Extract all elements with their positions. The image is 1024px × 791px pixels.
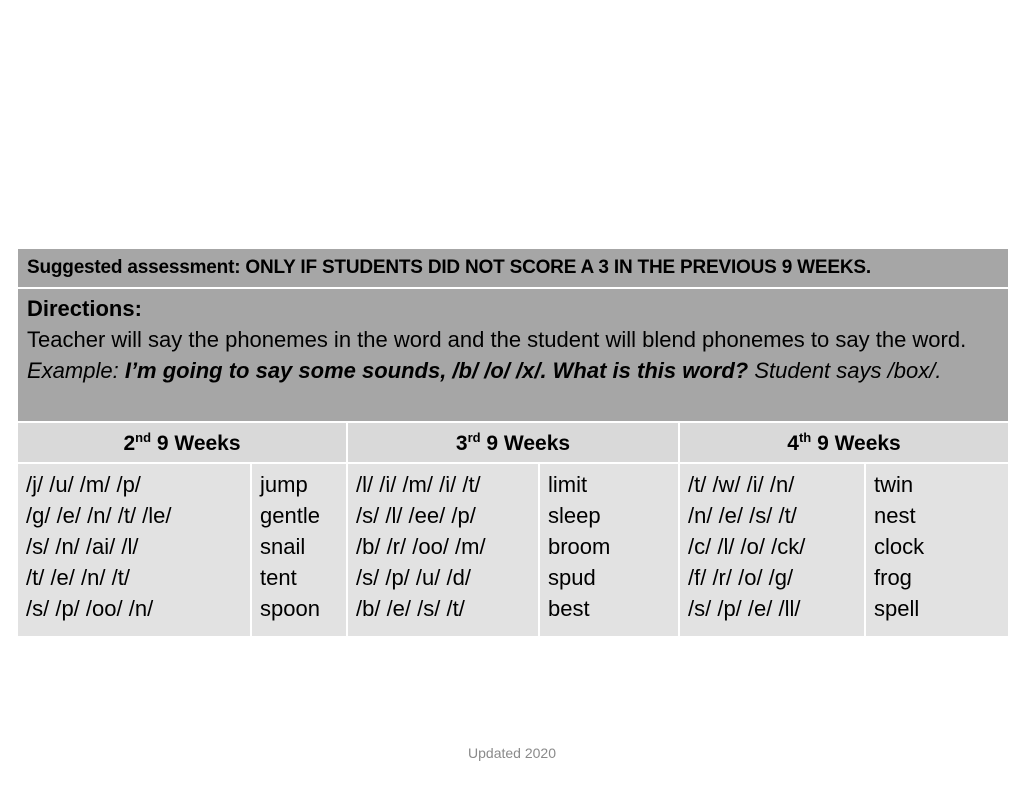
word-item: broom	[548, 534, 611, 559]
phoneme-item: /j/ /u/ /m/ /p/	[26, 472, 141, 497]
phoneme-item: /b/ /e/ /s/ /t/	[356, 596, 465, 621]
word-item: limit	[548, 472, 588, 497]
word-item: spoon	[260, 596, 320, 621]
word-item: gentle	[260, 503, 320, 528]
word-item: best	[548, 596, 590, 621]
student-says: Student says /box/.	[748, 358, 942, 383]
directions-title: Directions:	[27, 296, 142, 321]
word-item: spell	[874, 596, 920, 621]
phoneme-item: /t/ /e/ /n/ /t/	[26, 565, 130, 590]
week-ordinal: 4	[787, 431, 799, 455]
week-header-3rd	[347, 422, 679, 463]
words-cell-4th	[865, 463, 1009, 637]
example-label: Example:	[27, 358, 125, 383]
phoneme-item: /s/ /p/ /u/ /d/	[356, 565, 471, 590]
word-item: tent	[260, 565, 297, 590]
directions-cell	[17, 288, 1009, 422]
phoneme-blending-table	[16, 247, 1010, 638]
phoneme-item: /c/ /l/ /o/ /ck/	[688, 534, 806, 559]
assessment-row	[17, 248, 1009, 288]
phoneme-item: /s/ /n/ /ai/ /l/	[26, 534, 139, 559]
word-item: clock	[874, 534, 925, 559]
words-cell-2nd	[251, 463, 347, 637]
week-label: 9 Weeks	[151, 431, 241, 455]
assessment-condition: ONLY IF STUDENTS DID NOT SCORE A 3 IN THE PREVIOUS 9 WEEKS.	[245, 257, 871, 278]
phonemes-cell-2nd	[17, 463, 251, 637]
word-item: snail	[260, 534, 306, 559]
phoneme-item: /s/ /p/ /e/ /ll/	[688, 596, 801, 621]
week-ordinal: 2	[123, 431, 136, 455]
week-suffix: rd	[467, 429, 481, 445]
word-item: sleep	[548, 503, 601, 528]
week-header-4th	[679, 422, 1009, 463]
weeks-header-row	[17, 422, 1009, 463]
words-row	[17, 463, 1009, 637]
phoneme-item: /b/ /r/ /oo/ /m/	[356, 534, 486, 559]
words-cell-3rd	[539, 463, 679, 637]
footer-updated: Updated 2020	[468, 745, 556, 761]
assessment-cell	[17, 248, 1009, 288]
word-item: twin	[874, 472, 914, 497]
phoneme-item: /l/ /i/ /m/ /i/ /t/	[356, 472, 481, 497]
word-item: frog	[874, 565, 912, 590]
phoneme-item: /g/ /e/ /n/ /t/ /le/	[26, 503, 172, 528]
week-label: 9 Weeks	[480, 431, 571, 455]
week-suffix: th	[798, 429, 812, 445]
word-item: nest	[874, 503, 916, 528]
week-ordinal: 3	[455, 431, 468, 455]
phonemes-cell-3rd	[347, 463, 539, 637]
phoneme-item: /f/ /r/ /o/ /g/	[688, 565, 794, 590]
week-label: 9 Weeks	[811, 431, 901, 455]
assessment-label: Suggested assessment:	[27, 257, 246, 278]
phoneme-item: /s/ /p/ /oo/ /n/	[26, 596, 154, 621]
phoneme-item: /t/ /w/ /i/ /n/	[688, 472, 795, 497]
phoneme-item: /s/ /l/ /ee/ /p/	[356, 503, 476, 528]
week-header-2nd	[17, 422, 347, 463]
word-item: spud	[548, 565, 596, 590]
word-item: jump	[260, 472, 308, 497]
directions-row	[17, 288, 1009, 422]
phonemes-cell-4th	[679, 463, 865, 637]
directions-text: Teacher will say the phonemes in the word and the student will blend phonemes to say the word.	[27, 327, 967, 352]
phoneme-item: /n/ /e/ /s/ /t/	[688, 503, 797, 528]
week-suffix: nd	[135, 429, 152, 445]
example-prompt: I’m going to say some sounds, /b/ /o/ /x/. What is this word?	[124, 358, 749, 383]
